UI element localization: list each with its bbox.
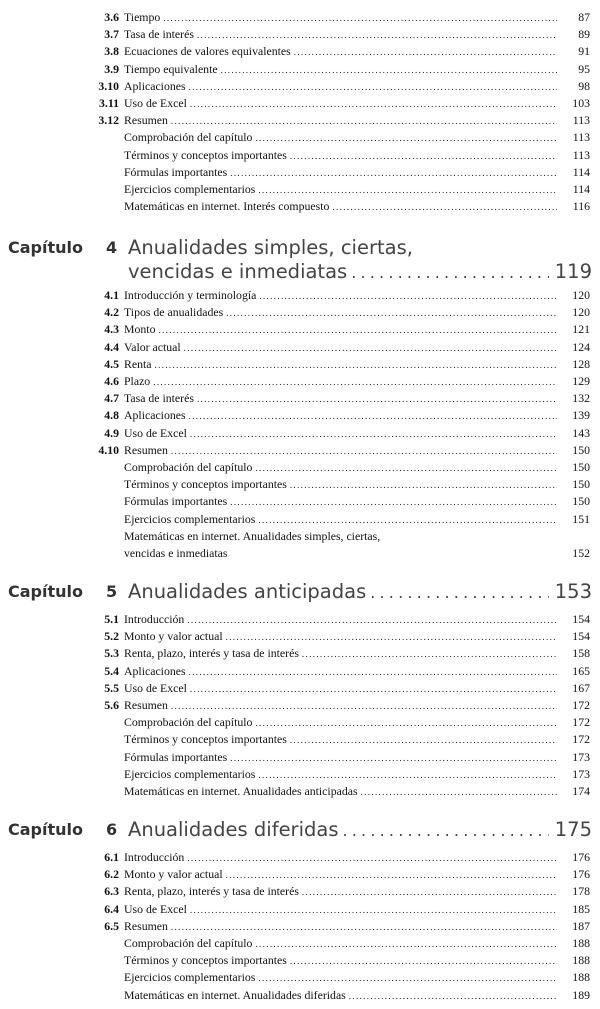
section-number: 5.2 xyxy=(104,629,119,644)
section-number: 5.6 xyxy=(104,698,119,712)
toc-entry[interactable] xyxy=(88,883,590,900)
dot-leader xyxy=(155,357,557,374)
dot-leader xyxy=(221,62,557,79)
chapter-label: Capítulo xyxy=(8,582,83,601)
toc-entry[interactable] xyxy=(88,198,590,215)
section-title: Uso de Excel xyxy=(124,425,187,440)
chapter-title: Anualidades anticipadas xyxy=(128,580,367,603)
section-title: Monto y valor actual xyxy=(124,867,223,882)
dot-leader xyxy=(258,767,557,784)
section-title: Tiempo xyxy=(124,10,161,24)
dot-leader xyxy=(189,408,557,425)
section-number: 5.1 xyxy=(104,612,119,626)
page-number: 167 xyxy=(572,680,590,695)
page-number: 113 xyxy=(572,147,590,162)
page-number: 150 xyxy=(572,494,590,509)
chapter-heading[interactable] xyxy=(8,236,592,286)
toc-entry[interactable] xyxy=(88,95,590,112)
page-number: 176 xyxy=(572,867,590,882)
section-title: Renta, plazo, interés y tasa de interés xyxy=(124,884,299,899)
toc-entry[interactable] xyxy=(88,43,590,60)
page-number: 172 xyxy=(572,715,590,730)
page-number: 103 xyxy=(572,96,590,110)
dot-leader xyxy=(184,340,557,357)
dot-leader xyxy=(226,305,557,322)
toc-entry[interactable] xyxy=(88,181,590,198)
dot-leader xyxy=(171,919,557,936)
toc-entry[interactable] xyxy=(88,442,590,459)
page-number: 173 xyxy=(572,749,590,764)
dot-leader xyxy=(290,477,557,494)
section-number: 3.9 xyxy=(104,61,119,76)
dot-leader xyxy=(255,715,557,732)
page-number: 95 xyxy=(578,61,590,76)
dot-leader xyxy=(190,681,557,698)
toc-entry[interactable] xyxy=(88,147,590,164)
chapter-title-line xyxy=(128,236,592,260)
dot-leader xyxy=(290,953,557,970)
page-number: 113 xyxy=(572,113,590,128)
toc-entry[interactable] xyxy=(88,321,590,338)
section-title: Ejercicios complementarios xyxy=(124,511,256,526)
section-number: 4.1 xyxy=(104,288,119,302)
page-number: 189 xyxy=(572,987,590,1002)
section-title: Términos y conceptos importantes xyxy=(124,477,287,492)
section-title: Aplicaciones xyxy=(124,408,186,423)
dot-leader xyxy=(158,322,557,339)
page-number: 87 xyxy=(578,10,590,24)
section-title: Introducción xyxy=(124,850,185,864)
toc-entry[interactable] xyxy=(88,866,590,883)
section-number: 4.2 xyxy=(104,305,119,320)
toc-entry[interactable] xyxy=(88,129,590,146)
section-title: Ecuaciones de valores equivalentes xyxy=(124,44,291,59)
toc-entry[interactable] xyxy=(88,356,590,373)
dot-leader xyxy=(187,612,557,629)
dot-leader xyxy=(258,970,557,987)
toc-entry[interactable] xyxy=(88,731,590,748)
page-number: 172 xyxy=(572,698,590,712)
section-number: 3.7 xyxy=(104,27,119,42)
section-title: Tipos de anualidades xyxy=(124,305,224,320)
section-number: 4.5 xyxy=(104,356,119,371)
toc-entry[interactable] xyxy=(88,783,590,800)
page-number: 128 xyxy=(572,356,590,371)
dot-leader xyxy=(226,867,557,884)
toc-entry[interactable] xyxy=(88,407,590,424)
section-title: Ejercicios complementarios xyxy=(124,970,256,985)
toc-entry[interactable] xyxy=(88,78,590,95)
section-number: 4.8 xyxy=(104,408,119,423)
section-title: Comprobación del capítulo xyxy=(124,460,253,474)
chapter-number: 5 xyxy=(106,582,118,601)
toc-entry[interactable] xyxy=(88,645,590,662)
chapter-page-number: 175 xyxy=(554,818,592,841)
page-number: 150 xyxy=(572,460,590,474)
dot-leader xyxy=(230,494,557,511)
section-title: Resumen xyxy=(124,442,168,457)
toc-entry[interactable] xyxy=(88,425,590,442)
section-title: Monto xyxy=(124,322,156,337)
dot-leader xyxy=(255,130,557,147)
page-number: 154 xyxy=(572,612,590,626)
dot-leader xyxy=(290,148,557,165)
page-number: 165 xyxy=(572,663,590,678)
toc-entry[interactable] xyxy=(88,339,590,356)
dot-leader xyxy=(226,629,557,646)
dot-leader xyxy=(370,583,549,602)
page-number: 151 xyxy=(572,511,590,526)
section-number: 4.7 xyxy=(104,391,119,406)
section-number: 6.1 xyxy=(104,850,119,864)
dot-leader xyxy=(255,460,557,477)
toc-entry[interactable] xyxy=(88,9,590,26)
page-number: 173 xyxy=(572,766,590,781)
page-number: 172 xyxy=(572,732,590,747)
dot-leader xyxy=(294,44,557,61)
page-number: 174 xyxy=(572,784,590,798)
dot-leader xyxy=(189,664,557,681)
page-number: 116 xyxy=(572,199,590,214)
page-number: 114 xyxy=(572,182,590,196)
toc-entry[interactable] xyxy=(88,112,590,129)
section-title: Tiempo equivalente xyxy=(124,61,218,76)
toc-entry[interactable] xyxy=(88,697,590,714)
chapter-label: Capítulo xyxy=(8,238,83,257)
page-number: 120 xyxy=(572,305,590,320)
chapter-label: Capítulo xyxy=(8,820,83,839)
section-number: 6.5 xyxy=(104,918,119,933)
dot-leader xyxy=(153,374,557,391)
dot-leader xyxy=(171,443,557,460)
toc-entry[interactable] xyxy=(88,287,590,304)
toc-entry[interactable] xyxy=(88,918,590,935)
chapter-title: vencidas e inmediatas xyxy=(128,260,348,283)
dot-leader xyxy=(258,182,557,199)
section-number: 4.4 xyxy=(104,339,119,354)
dot-leader xyxy=(230,750,557,767)
toc-entry[interactable] xyxy=(88,714,590,731)
section-number: 5.3 xyxy=(104,646,119,661)
section-number: 6.4 xyxy=(104,901,119,916)
page-number: 129 xyxy=(572,374,590,388)
section-title: Plazo xyxy=(124,374,151,388)
section-number: 3.12 xyxy=(98,113,119,128)
page-number: 178 xyxy=(572,884,590,899)
chapter-heading[interactable] xyxy=(8,818,592,844)
dot-leader xyxy=(190,96,557,113)
page-number: 152 xyxy=(572,546,590,560)
dot-leader xyxy=(342,821,548,840)
dot-leader xyxy=(197,27,557,44)
section-number: 5.5 xyxy=(104,680,119,695)
section-title: Monto y valor actual xyxy=(124,629,223,644)
section-number: 4.10 xyxy=(98,442,119,457)
toc-entry[interactable] xyxy=(88,766,590,783)
section-title: Fórmulas importantes xyxy=(124,164,228,179)
section-title: Uso de Excel xyxy=(124,96,187,110)
dot-leader xyxy=(190,902,557,919)
section-number: 3.8 xyxy=(104,44,119,59)
section-number: 3.11 xyxy=(99,96,119,110)
section-title: Renta xyxy=(124,356,152,371)
section-title: Resumen xyxy=(124,918,168,933)
toc-entry[interactable] xyxy=(88,304,590,321)
toc-entry[interactable] xyxy=(88,164,590,181)
toc-entry[interactable] xyxy=(88,952,590,969)
dot-leader xyxy=(190,426,557,443)
dot-leader xyxy=(259,288,557,305)
page-number: 188 xyxy=(572,953,590,968)
toc-entry[interactable] xyxy=(88,390,590,407)
page-number: 150 xyxy=(572,477,590,492)
page-number: 154 xyxy=(572,629,590,644)
dot-leader xyxy=(258,512,557,529)
page-number: 188 xyxy=(572,936,590,950)
page-number: 187 xyxy=(572,918,590,933)
section-title: vencidas e inmediatas xyxy=(124,546,228,560)
page-number: 114 xyxy=(572,164,590,179)
page-number: 113 xyxy=(572,130,590,145)
chapter-title: Anualidades simples, ciertas, xyxy=(128,236,413,259)
toc-entry[interactable] xyxy=(88,987,590,1004)
section-title: Matemáticas en internet. Interés compuesto xyxy=(124,199,330,214)
dot-leader xyxy=(187,850,557,867)
section-title: Uso de Excel xyxy=(124,680,187,695)
dot-leader xyxy=(230,165,557,182)
dot-leader xyxy=(255,936,557,953)
page-number: 158 xyxy=(572,646,590,661)
section-title: Matemáticas en internet. Anualidades anticipadas xyxy=(124,784,358,798)
toc-entry[interactable] xyxy=(88,663,590,680)
toc-entry[interactable] xyxy=(88,628,590,645)
dot-leader xyxy=(302,646,557,663)
section-number: 5.4 xyxy=(104,663,119,678)
section-title: Aplicaciones xyxy=(124,78,186,93)
section-title: Resumen xyxy=(124,113,168,128)
dot-leader xyxy=(290,732,557,749)
toc-entry[interactable] xyxy=(88,680,590,697)
page-number: 150 xyxy=(572,442,590,457)
section-title: Términos y conceptos importantes xyxy=(124,953,287,968)
section-number: 6.3 xyxy=(104,884,119,899)
section-number: 3.6 xyxy=(104,10,119,24)
dot-leader xyxy=(302,884,557,901)
toc-entry[interactable] xyxy=(88,969,590,986)
section-number: 4.9 xyxy=(104,425,119,440)
chapter-number: 6 xyxy=(106,820,118,839)
page-number: 132 xyxy=(572,391,590,406)
section-title: Renta, plazo, interés y tasa de interés xyxy=(124,646,299,661)
chapter-title-line xyxy=(128,580,592,604)
page-number: 91 xyxy=(578,44,590,59)
toc-entry[interactable] xyxy=(88,476,590,493)
section-number: 4.6 xyxy=(104,374,119,388)
chapter-number: 4 xyxy=(106,238,118,257)
chapter-page-number: 153 xyxy=(554,580,592,603)
toc-entry[interactable] xyxy=(88,528,590,545)
toc-entry[interactable] xyxy=(88,545,590,562)
dot-leader xyxy=(351,263,549,282)
page-number: 89 xyxy=(578,27,590,42)
section-title: Ejercicios complementarios xyxy=(124,766,256,781)
dot-leader xyxy=(171,113,557,130)
section-title: Comprobación del capítulo xyxy=(124,715,253,730)
section-title: Ejercicios complementarios xyxy=(124,182,256,196)
page-number: 176 xyxy=(572,850,590,864)
toc-entry[interactable] xyxy=(88,849,590,866)
section-title: Introducción y terminología xyxy=(124,288,257,302)
toc-entry[interactable] xyxy=(88,459,590,476)
dot-leader xyxy=(349,988,557,1005)
section-number: 4.3 xyxy=(104,322,119,337)
section-title: Fórmulas importantes xyxy=(124,494,228,509)
toc-entry[interactable] xyxy=(88,61,590,78)
toc-entry[interactable] xyxy=(88,373,590,390)
toc-entry[interactable] xyxy=(88,511,590,528)
page-number: 188 xyxy=(572,970,590,985)
section-number: 3.10 xyxy=(98,78,119,93)
section-title: Introducción xyxy=(124,612,185,626)
page-number: 120 xyxy=(572,288,590,302)
section-title: Comprobación del capítulo xyxy=(124,130,253,145)
chapter-heading[interactable] xyxy=(8,580,592,606)
section-title: Uso de Excel xyxy=(124,901,187,916)
dot-leader xyxy=(189,79,557,96)
toc-entry[interactable] xyxy=(88,749,590,766)
section-title: Tasa de interés xyxy=(124,27,194,42)
page-number: 121 xyxy=(572,322,590,337)
dot-leader xyxy=(171,698,557,715)
section-title: Valor actual xyxy=(124,339,181,354)
toc-entry[interactable] xyxy=(88,493,590,510)
dot-leader xyxy=(332,199,557,216)
page-number: 124 xyxy=(572,339,590,354)
section-title: Tasa de interés xyxy=(124,391,194,406)
section-title: Términos y conceptos importantes xyxy=(124,147,287,162)
dot-leader xyxy=(361,784,557,801)
chapter-title-line xyxy=(128,818,592,842)
section-title: Comprobación del capítulo xyxy=(124,936,253,950)
section-title: Aplicaciones xyxy=(124,663,186,678)
dot-leader xyxy=(197,391,557,408)
section-title: Matemáticas en internet. Anualidades diferidas xyxy=(124,987,346,1002)
toc-entry[interactable] xyxy=(88,26,590,43)
chapter-page-number: 119 xyxy=(554,260,592,283)
dot-leader xyxy=(163,10,557,27)
toc-entry[interactable] xyxy=(88,901,590,918)
chapter-title-line xyxy=(128,260,592,284)
page-number: 185 xyxy=(572,901,590,916)
page-number: 143 xyxy=(572,425,590,440)
page-number: 98 xyxy=(578,78,590,93)
chapter-title: Anualidades diferidas xyxy=(128,818,339,841)
section-number: 6.2 xyxy=(104,867,119,882)
section-title: Fórmulas importantes xyxy=(124,749,228,764)
toc-entry[interactable] xyxy=(88,935,590,952)
section-title: Resumen xyxy=(124,698,168,712)
section-title: Matemáticas en internet. Anualidades simples, ciertas, xyxy=(124,528,381,543)
page-number: 139 xyxy=(572,408,590,423)
toc-entry[interactable] xyxy=(88,611,590,628)
section-title: Términos y conceptos importantes xyxy=(124,732,287,747)
